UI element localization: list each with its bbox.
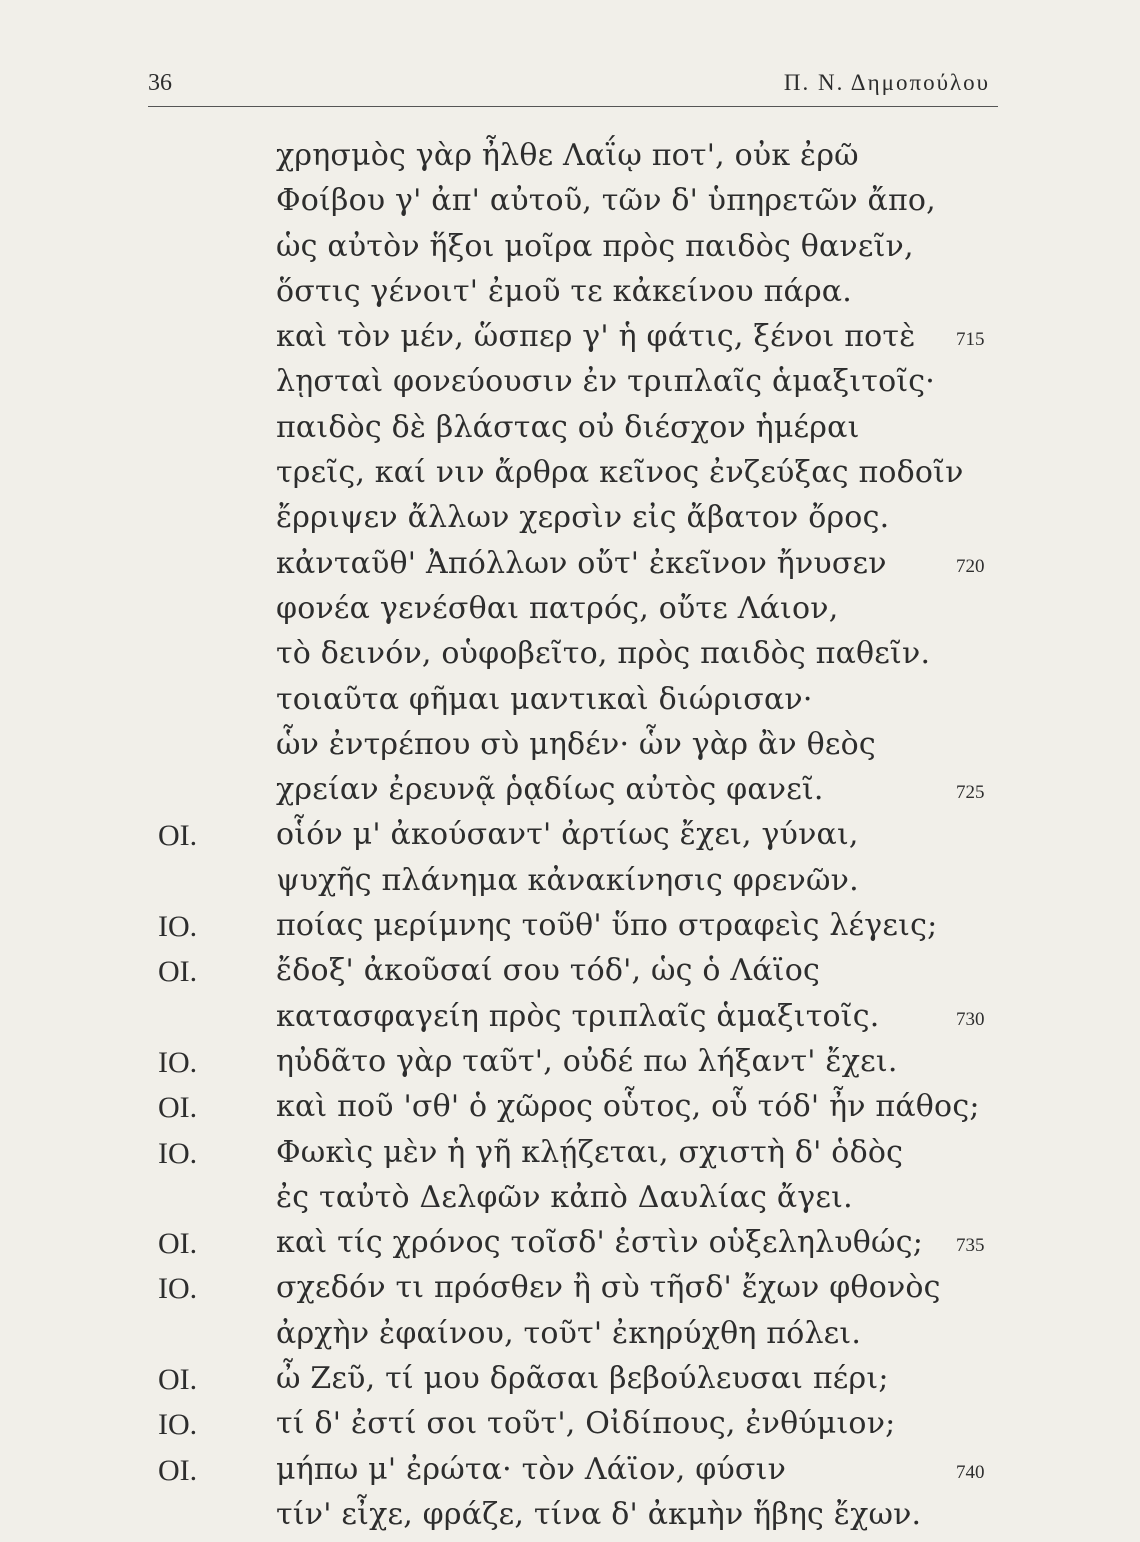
page-header (148, 62, 998, 107)
verse-line (0, 772, 1140, 817)
verse-text: τὸ δεινόν, οὑφοβεῖτο, πρὸς παιδὸς παθεῖν. (276, 636, 931, 672)
verse-line (0, 1406, 1140, 1451)
verse-text: ἐς ταὐτὸ Δελφῶν κἀπὸ Δαυλίας ἄγει. (276, 1179, 853, 1215)
verse-line (0, 591, 1140, 636)
verse-text: Φωκὶς μὲν ἡ γῆ κλῄζεται, σχιστὴ δ' ὁδὸς (276, 1134, 904, 1170)
verse-line (0, 546, 1140, 591)
verse-line (0, 817, 1140, 862)
verse-text: τίν' εἶχε, φράζε, τίνα δ' ἀκμὴν ἥβης ἔχων. (276, 1496, 922, 1532)
line-number: 730 (956, 1008, 985, 1030)
verse-line (0, 500, 1140, 545)
speaker-label: ΙΟ. (158, 1272, 198, 1306)
verse-line (0, 364, 1140, 409)
line-number: 735 (956, 1235, 985, 1257)
verse-line (0, 1361, 1140, 1406)
verse-text: ὡς αὐτὸν ἥξοι μοῖρα πρὸς παιδὸς θανεῖν, (276, 228, 914, 264)
line-number: 715 (956, 329, 985, 351)
verse-line (0, 319, 1140, 364)
verse-line (0, 138, 1140, 183)
verse-line (0, 908, 1140, 953)
verse-text: ηὐδᾶτο γὰρ ταῦτ', οὐδέ πω λήξαντ' ἔχει. (276, 1043, 898, 1079)
line-number: 725 (956, 782, 985, 804)
verse-text: ἔδοξ' ἀκοῦσαί σου τόδ', ὡς ὁ Λάϊος (276, 953, 820, 989)
verse-line (0, 863, 1140, 908)
verse-text: ὦ Ζεῦ, τί μου δρᾶσαι βεβούλευσαι πέρι; (276, 1361, 889, 1397)
verse-text: καὶ ποῦ 'σθ' ὁ χῶρος οὗτος, οὗ τόδ' ἦν πάθος; (276, 1089, 980, 1125)
verse-text: χρείαν ἐρευνᾷ ῥᾳδίως αὐτὸς φανεῖ. (276, 772, 824, 808)
verse-line (0, 1089, 1140, 1134)
line-number: 740 (956, 1461, 985, 1483)
verse-line (0, 1316, 1140, 1361)
speaker-label: ΙΟ. (158, 910, 198, 944)
verse-line (0, 455, 1140, 500)
speaker-label: ΙΟ. (158, 1136, 198, 1170)
verse-text: σχεδόν τι πρόσθεν ἢ σὺ τῆσδ' ἔχων φθονὸς (276, 1270, 941, 1306)
speaker-label: ΟΙ. (158, 1453, 198, 1487)
verse-text: παιδὸς δὲ βλάστας οὐ διέσχον ἡμέραι (276, 409, 860, 445)
verse-line (0, 1180, 1140, 1225)
verse-text: καὶ τὸν μέν, ὥσπερ γ' ἡ φάτις, ξένοι ποτὲ (276, 319, 916, 355)
speaker-label: ΟΙ. (158, 1363, 198, 1397)
verse-text: ὧν ἐντρέπου σὺ μηδέν· ὧν γὰρ ἂν θεὸς (276, 726, 876, 762)
verse-text: τοιαῦτα φῆμαι μαντικαὶ διώρισαν· (276, 681, 813, 717)
verse-text: λῃσταὶ φονεύουσιν ἐν τριπλαῖς ἁμαξιτοῖς· (276, 364, 936, 400)
verse-line (0, 229, 1140, 274)
verse-text: τί δ' ἐστί σοι τοῦτ', Οἰδίπους, ἐνθύμιον; (276, 1406, 896, 1442)
verse-text: ποίας μερίμνης τοῦθ' ὕπο στραφεὶς λέγεις; (276, 908, 938, 944)
verse-text: τρεῖς, καί νιν ἄρθρα κεῖνος ἐνζεύξας ποδοῖν (276, 455, 964, 491)
verse-line (0, 1135, 1140, 1180)
speaker-label: ΟΙ. (158, 1227, 198, 1261)
verse-text: κατασφαγείη πρὸς τριπλαῖς ἁμαξιτοῖς. (276, 998, 880, 1034)
speaker-label: ΟΙ. (158, 1091, 198, 1125)
verse-text: ψυχῆς πλάνημα κἀνακίνησις φρενῶν. (276, 862, 859, 898)
verse-text: οἷόν μ' ἀκούσαντ' ἀρτίως ἔχει, γύναι, (276, 817, 859, 853)
verse-text: φονέα γενέσθαι πατρός, οὔτε Λάιον, (276, 590, 839, 626)
verse-text: ἀρχὴν ἐφαίνου, τοῦτ' ἐκηρύχθη πόλει. (276, 1315, 862, 1351)
line-number: 720 (956, 555, 985, 577)
verse-line (0, 999, 1140, 1044)
verse-line (0, 1270, 1140, 1315)
verse-line (0, 1225, 1140, 1270)
verse-line (0, 1044, 1140, 1089)
verse-line (0, 410, 1140, 455)
verse-line (0, 1497, 1140, 1542)
verse-line (0, 953, 1140, 998)
verse-text: μήπω μ' ἐρώτα· τὸν Λάϊον, φύσιν (276, 1451, 787, 1487)
verse-line (0, 727, 1140, 772)
verse-text: Φοίβου γ' ἀπ' αὐτοῦ, τῶν δ' ὑπηρετῶν ἄπο, (276, 183, 936, 219)
verse-text: χρησμὸς γὰρ ἦλθε Λαΐῳ ποτ', οὐκ ἐρῶ (276, 138, 859, 173)
speaker-label: ΙΟ. (158, 1045, 198, 1079)
verse-line (0, 682, 1140, 727)
speaker-label: ΟΙ. (158, 955, 198, 989)
verse-text: κἀνταῦθ' Ἀπόλλων οὔτ' ἐκεῖνον ἤνυσεν (276, 545, 887, 581)
verse-line (0, 274, 1140, 319)
speaker-label: ΟΙ. (158, 819, 198, 853)
verse-text: καὶ τίς χρόνος τοῖσδ' ἐστὶν οὑξεληλυθώς; (276, 1225, 924, 1261)
verse-text: ὅστις γένοιτ' ἐμοῦ τε κἀκείνου πάρα. (276, 273, 852, 309)
page-number: 36 (148, 70, 172, 96)
verse-line (0, 1452, 1140, 1497)
speaker-label: ΙΟ. (158, 1408, 198, 1442)
verse-line (0, 636, 1140, 681)
verse-text: ἔρριψεν ἄλλων χερσὶν εἰς ἄβατον ὄρος. (276, 500, 890, 536)
verse-block (0, 138, 1140, 1542)
running-head: Π. Ν. Δημοπούλου (783, 70, 990, 95)
verse-line (0, 183, 1140, 228)
